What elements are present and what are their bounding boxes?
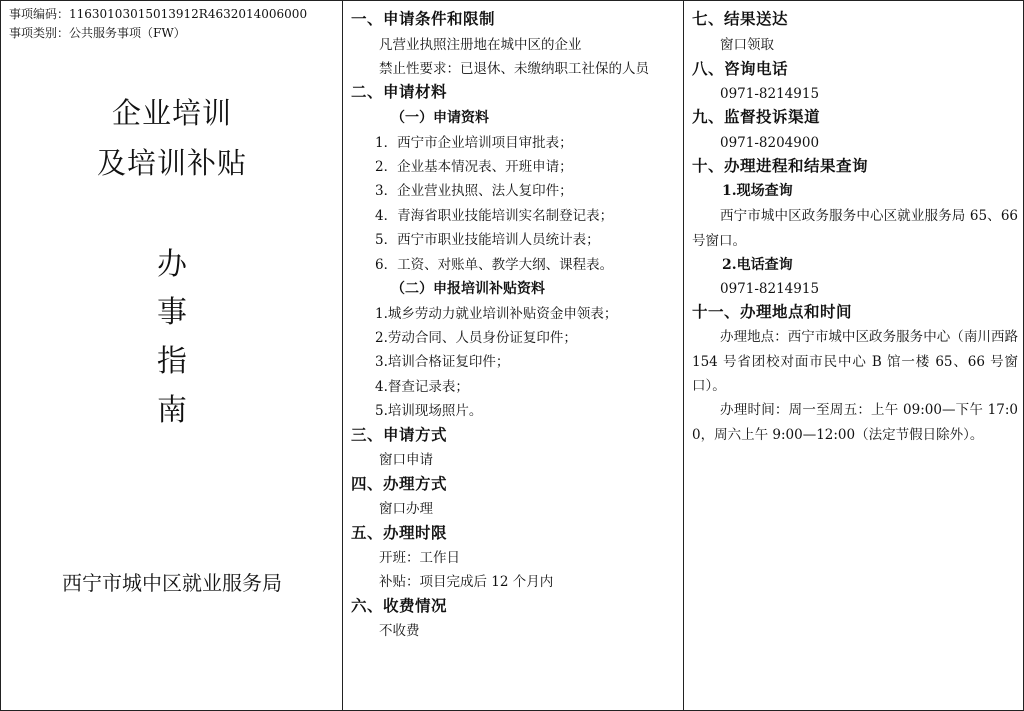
material-item: 3．企业营业执照、法人复印件； bbox=[375, 183, 573, 199]
material-item: 1．西宁市企业培训项目审批表； bbox=[375, 135, 573, 151]
title-line-2: 及培训补贴 bbox=[96, 146, 247, 180]
section-2-sub2-heading: （二）申报培训补贴资料 bbox=[391, 281, 545, 297]
section-3-text: 窗口申请 bbox=[379, 452, 433, 468]
section-7-text: 窗口领取 bbox=[720, 37, 774, 53]
guide-char-4: 南 bbox=[157, 393, 187, 428]
issuing-bureau: 西宁市城中区就业服务局 bbox=[62, 571, 282, 595]
section-5-line: 补贴：项目完成后 12 个月内 bbox=[379, 574, 554, 590]
guide-char-1: 办 bbox=[157, 247, 187, 282]
section-2-sub1-heading: （一）申请资料 bbox=[391, 110, 489, 126]
material-item: 2．企业基本情况表、开班申请； bbox=[375, 159, 573, 175]
section-10-heading: 十、办理进程和结果查询 bbox=[692, 156, 869, 175]
section-10-sub1-text: 西宁市城中区政务服务中心区就业服务局 65、66 号窗口。 bbox=[692, 208, 1018, 249]
section-10-sub1-heading: 1.现场查询 bbox=[722, 183, 793, 199]
complaint-phone: 0971-8204900 bbox=[720, 135, 820, 151]
section-11-heading: 十一、办理地点和时间 bbox=[692, 302, 853, 321]
section-9-heading: 九、监督投诉渠道 bbox=[692, 107, 821, 126]
guide-char-3: 指 bbox=[157, 344, 187, 379]
section-8-heading: 八、咨询电话 bbox=[692, 59, 789, 78]
section-7-heading: 七、结果送达 bbox=[692, 9, 789, 28]
section-5-line: 开班：工作日 bbox=[379, 550, 460, 566]
section-1-line: 禁止性要求：已退休、未缴纳职工社保的人员 bbox=[379, 61, 649, 77]
subsidy-item: 4.督查记录表； bbox=[375, 379, 469, 395]
item-category: 事项类别：公共服务事项（FW） bbox=[9, 26, 186, 40]
item-code: 事项编码：11630103015013912R4632014006000 bbox=[9, 7, 308, 21]
consult-phone: 0971-8214915 bbox=[720, 86, 820, 102]
material-item: 5．西宁市职业技能培训人员统计表； bbox=[375, 232, 600, 248]
material-item: 4．青海省职业技能培训实名制登记表； bbox=[375, 208, 614, 224]
service-location: 办理地点：西宁市城中区政务服务中心（南川西路 154 号省团校对面市民中心 B 馆一楼 65、66 号窗口）。 bbox=[692, 329, 1018, 394]
cover-panel bbox=[0, 0, 342, 711]
guide-char-2: 事 bbox=[157, 295, 187, 330]
service-hours: 办理时间：周一至周五：上午 09:00—下午 17:00，周六上午 9:00—12:00（法定节假日除外）。 bbox=[692, 402, 1018, 443]
section-6-heading: 六、收费情况 bbox=[351, 596, 448, 615]
middle-panel bbox=[342, 0, 683, 711]
section-10-sub2-heading: 2.电话查询 bbox=[722, 257, 793, 273]
section-5-heading: 五、办理时限 bbox=[351, 523, 448, 542]
right-panel bbox=[683, 0, 1024, 711]
query-phone: 0971-8214915 bbox=[720, 281, 820, 297]
section-4-text: 窗口办理 bbox=[379, 501, 433, 517]
section-2-heading: 二、申请材料 bbox=[351, 82, 448, 101]
material-item: 6．工资、对账单、教学大纲、课程表。 bbox=[375, 257, 614, 273]
section-4-heading: 四、办理方式 bbox=[351, 474, 448, 493]
section-1-line: 凡营业执照注册地在城中区的企业 bbox=[379, 37, 582, 53]
section-3-heading: 三、申请方式 bbox=[351, 425, 448, 444]
subsidy-item: 2.劳动合同、人员身份证复印件； bbox=[375, 330, 577, 346]
subsidy-item: 1.城乡劳动力就业培训补贴资金申领表； bbox=[375, 306, 618, 322]
title-line-1: 企业培训 bbox=[111, 96, 232, 130]
section-6-text: 不收费 bbox=[379, 623, 420, 639]
subsidy-item: 3.培训合格证复印件； bbox=[375, 354, 510, 370]
section-1-heading: 一、申请条件和限制 bbox=[351, 9, 496, 28]
subsidy-item: 5.培训现场照片。 bbox=[375, 403, 483, 419]
